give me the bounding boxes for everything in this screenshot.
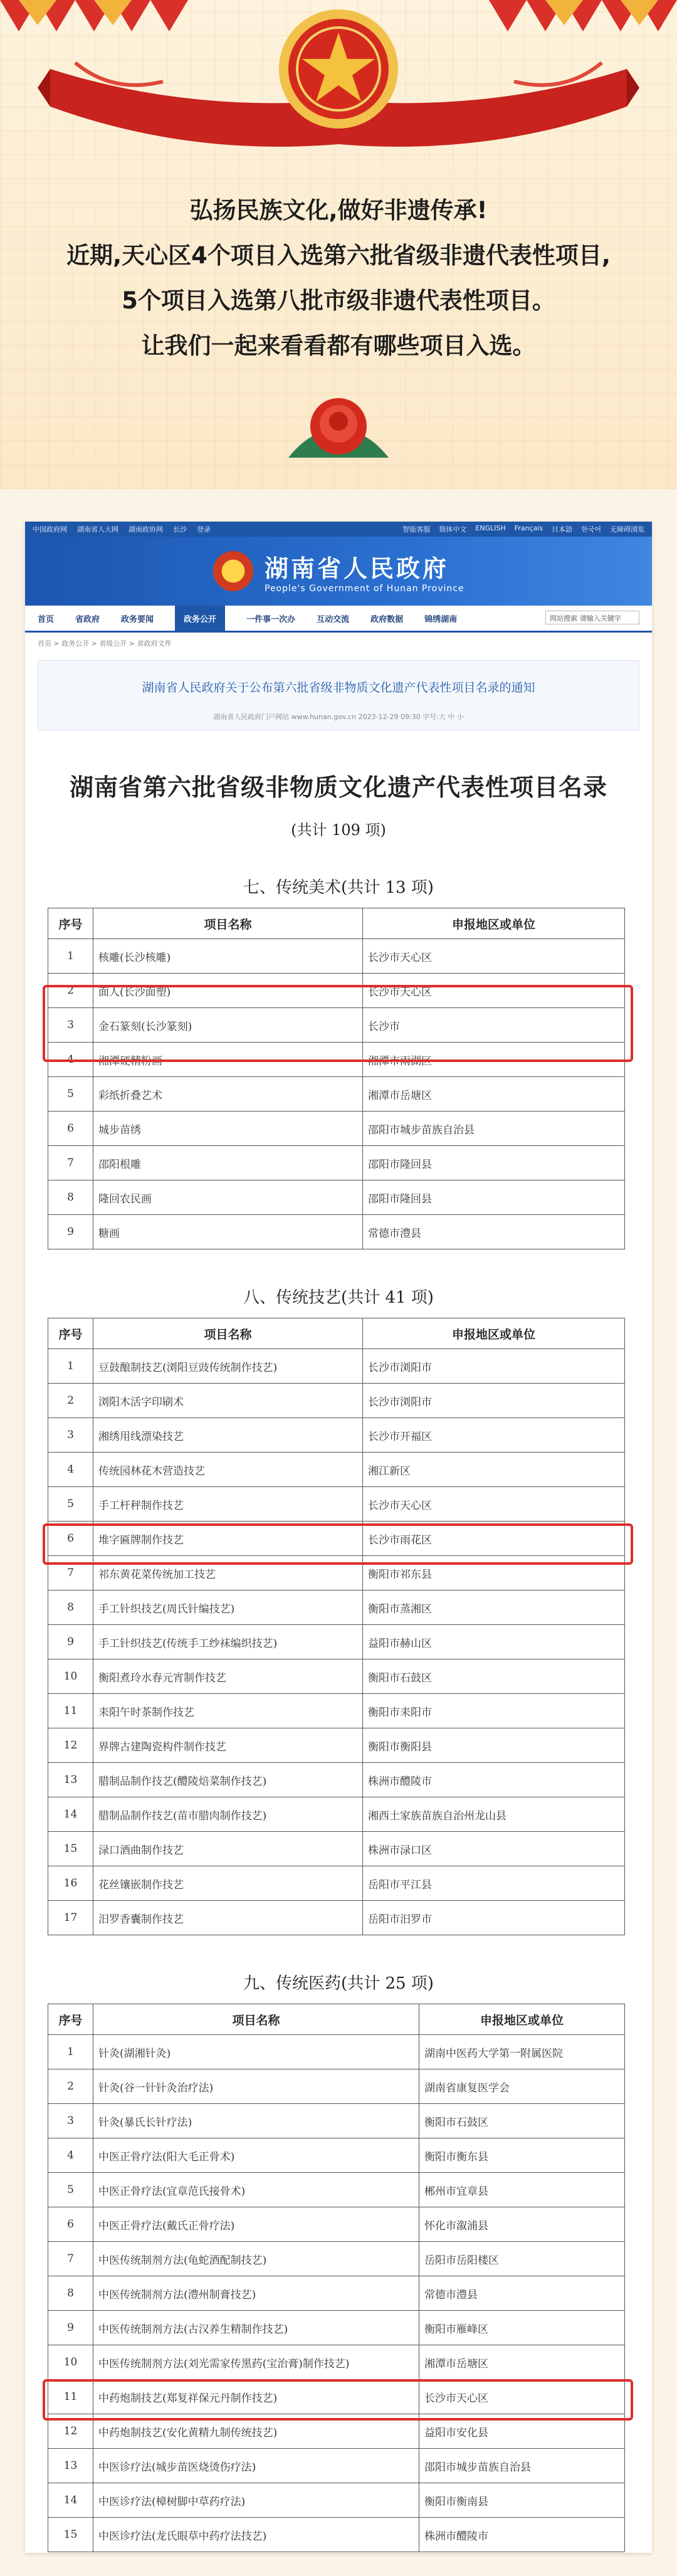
table-row: [48, 2276, 625, 2311]
project-region: 衡阳市雁峰区: [419, 2311, 625, 2345]
table-row: [48, 2104, 625, 2138]
project-name: 手工针织技艺(传统手工纱袜编织技艺): [93, 1625, 363, 1659]
section-title: 九、传统医药(共计 25 项): [243, 1974, 434, 1993]
document-title: 湖南省第六批省级非物质文化遗产代表性项目名录: [69, 773, 607, 801]
project-table: [48, 908, 625, 1249]
project-region: 岳阳市汨罗市: [363, 1901, 625, 1935]
top-link[interactable]: ENGLISH: [475, 524, 506, 532]
row-index: 14: [48, 2483, 93, 2518]
project-name: 渌口酒曲制作技艺: [93, 1832, 363, 1866]
table-row: [48, 2414, 625, 2449]
nav-one-stop[interactable]: 一件事一次办: [246, 614, 296, 624]
row-index: 15: [48, 2518, 93, 2552]
project-name: 界牌古建陶瓷构件制作技艺: [93, 1728, 363, 1763]
project-region: 长沙市天心区: [363, 974, 625, 1008]
table-row: [48, 2069, 625, 2104]
national-emblem-icon: [213, 551, 253, 591]
row-index: 5: [48, 1077, 93, 1112]
project-region: 长沙市: [363, 1008, 625, 1043]
table-row: [48, 1349, 625, 1384]
table-row: [48, 2242, 625, 2276]
project-region: 邵阳市隆回县: [363, 1180, 625, 1215]
top-link[interactable]: 日本語: [552, 525, 573, 534]
project-region: 邵阳市隆回县: [363, 1146, 625, 1180]
project-name: 彩纸折叠艺术: [93, 1077, 363, 1112]
row-index: 9: [48, 1625, 93, 1659]
table-row: [48, 2207, 625, 2242]
column-header: 序号: [48, 2004, 93, 2035]
gov-top-bar: [25, 522, 652, 537]
project-region: 湖南省康复医学会: [419, 2069, 625, 2104]
project-name: 针灸(谷一针针灸治疗法): [93, 2069, 419, 2104]
table-row: [48, 1008, 625, 1043]
project-name: 中医诊疗法(樟树脚中草药疗法): [93, 2483, 419, 2518]
project-table: [48, 1318, 625, 1935]
project-region: 益阳市赫山区: [363, 1625, 625, 1659]
row-index: 2: [48, 974, 93, 1008]
row-index: 4: [48, 2138, 93, 2173]
gov-header: [25, 537, 652, 606]
notice-meta: 湖南省人民政府门户网站 www.hunan.gov.cn 2023-12-29 09:30 字号:大 中 小: [213, 713, 464, 721]
project-region: 郴州市宜章县: [419, 2173, 625, 2207]
table-row: [48, 1832, 625, 1866]
row-index: 3: [48, 1008, 93, 1043]
project-name: 堆字匾牌制作技艺: [93, 1522, 363, 1556]
flower-icon: [276, 389, 401, 470]
table-row: [48, 1418, 625, 1453]
column-header: 申报地区或单位: [419, 2004, 625, 2035]
project-name: 浏阳木活字印刷术: [93, 1384, 363, 1418]
top-link[interactable]: 中国政府网: [33, 525, 67, 534]
column-header: 项目名称: [93, 2004, 419, 2035]
row-index: 16: [48, 1866, 93, 1901]
project-name: 中医传统制剂方法(龟蛇酒配制技艺): [93, 2242, 419, 2276]
table-header-row: [48, 2004, 625, 2035]
row-index: 2: [48, 2069, 93, 2104]
table-row: [48, 1180, 625, 1215]
row-index: 10: [48, 1659, 93, 1694]
project-region: 衡阳市衡东县: [419, 2138, 625, 2173]
project-name: 豆鼓酿制技艺(浏阳豆豉传统制作技艺): [93, 1349, 363, 1384]
project-region: 湖南中医药大学第一附属医院: [419, 2035, 625, 2069]
project-name: 中药炮制技艺(安化黄精九制传统技艺): [93, 2414, 419, 2449]
project-region: 长沙市天心区: [363, 939, 625, 974]
nav-home[interactable]: 首页: [38, 614, 55, 624]
project-name: 中医正骨疗法(宜章范氏接骨术): [93, 2173, 419, 2207]
project-name: 金石篆刻(长沙篆刻): [93, 1008, 363, 1043]
table-row: [48, 2173, 625, 2207]
row-index: 6: [48, 1522, 93, 1556]
project-region: 邵阳市城步苗族自治县: [419, 2449, 625, 2483]
project-region: 衡阳市衡阳县: [363, 1728, 625, 1763]
project-name: 祁东黄花菜传统加工技艺: [93, 1556, 363, 1590]
project-region: 衡阳市衡南县: [419, 2483, 625, 2518]
table-row: [48, 1659, 625, 1694]
table-row: [48, 2483, 625, 2518]
project-region: 湘江新区: [363, 1453, 625, 1487]
project-name: 耒阳午时茶制作技艺: [93, 1694, 363, 1728]
intro-line: 近期,天心区4个项目入选第六批省级非遗代表性项目,: [66, 242, 611, 269]
top-link[interactable]: 登录: [197, 525, 211, 534]
project-name: 面人(长沙面塑): [93, 974, 363, 1008]
table-row: [48, 1866, 625, 1901]
table-row: [48, 1215, 625, 1249]
project-region: 长沙市浏阳市: [363, 1349, 625, 1384]
notice-title: 湖南省人民政府关于公布第六批省级非物质文化遗产代表性项目名录的通知: [142, 681, 535, 695]
project-name: 湘潭硬精粉画: [93, 1043, 363, 1077]
project-name: 中医传统制剂方法(古汉养生精制作技艺): [93, 2311, 419, 2345]
notice-header: [38, 660, 639, 730]
row-index: 13: [48, 2449, 93, 2483]
table-row: [48, 1694, 625, 1728]
project-name: 核雕(长沙核雕): [93, 939, 363, 974]
project-region: 长沙市开福区: [363, 1418, 625, 1453]
section-title: 七、传统美术(共计 13 项): [243, 878, 434, 897]
row-index: 11: [48, 1694, 93, 1728]
project-region: 湘潭市岳塘区: [363, 1077, 625, 1112]
main-nav: [25, 606, 652, 633]
project-name: 中药炮制技艺(郑复祥保元丹制作技艺): [93, 2380, 419, 2414]
project-region: 衡阳市蒸湘区: [363, 1590, 625, 1625]
top-link[interactable]: 简体中文: [439, 525, 467, 534]
project-name: 手工针织技艺(周氏针编技艺): [93, 1590, 363, 1625]
project-name: 汨罗香囊制作技艺: [93, 1901, 363, 1935]
project-region: 湘西土家族苗族自治州龙山县: [363, 1797, 625, 1832]
project-name: 针灸(湖湘针灸): [93, 2035, 419, 2069]
row-index: 15: [48, 1832, 93, 1866]
table-row: [48, 1384, 625, 1418]
project-region: 长沙市浏阳市: [363, 1384, 625, 1418]
row-index: 10: [48, 2345, 93, 2380]
table-row: [48, 1556, 625, 1590]
row-index: 4: [48, 1453, 93, 1487]
project-region: 益阳市安化县: [419, 2414, 625, 2449]
table-row: [48, 2449, 625, 2483]
column-header: 申报地区或单位: [363, 908, 625, 939]
project-region: 株洲市醴陵市: [363, 1763, 625, 1797]
row-index: 4: [48, 1043, 93, 1077]
project-region: 岳阳市平江县: [363, 1866, 625, 1901]
row-index: 7: [48, 1556, 93, 1590]
table-row: [48, 939, 625, 974]
column-header: 序号: [48, 908, 93, 939]
project-name: 中医诊疗法(城步苗医烧烫伤疗法): [93, 2449, 419, 2483]
top-link[interactable]: 湖南省人大网: [77, 525, 118, 534]
project-name: 隆回农民画: [93, 1180, 363, 1215]
row-index: 5: [48, 1487, 93, 1522]
table-row: [48, 2345, 625, 2380]
project-region: 常德市澧县: [363, 1215, 625, 1249]
project-name: 中医正骨疗法(阳大毛正骨术): [93, 2138, 419, 2173]
table-row: [48, 1112, 625, 1146]
project-name: 中医传统制剂方法(刘光需家传黑药(宝治膏)制作技艺): [93, 2345, 419, 2380]
project-name: 衡阳煮玲水春元宵制作技艺: [93, 1659, 363, 1694]
row-index: 7: [48, 2242, 93, 2276]
table-row: [48, 2380, 625, 2414]
row-index: 6: [48, 1112, 93, 1146]
project-region: 衡阳市石鼓区: [419, 2104, 625, 2138]
row-index: 17: [48, 1901, 93, 1935]
project-region: 株洲市渌口区: [363, 1832, 625, 1866]
top-link[interactable]: 智能客服: [402, 525, 431, 534]
star-medal-icon: [276, 6, 401, 132]
top-link[interactable]: 长沙: [173, 525, 187, 534]
project-region: 长沙市天心区: [363, 1487, 625, 1522]
document-screenshot: [25, 522, 652, 2553]
table-row: [48, 1453, 625, 1487]
project-name: 腊制品制作技艺(醴陵焙菜制作技艺): [93, 1763, 363, 1797]
search-input[interactable]: 网站搜索 请输入关键字: [545, 611, 639, 624]
row-index: 2: [48, 1384, 93, 1418]
project-region: 株洲市醴陵市: [419, 2518, 625, 2552]
table-row: [48, 1043, 625, 1077]
column-header: 项目名称: [93, 1318, 363, 1349]
top-link[interactable]: Français: [514, 524, 543, 532]
table-header-row: [48, 908, 625, 939]
project-region: 长沙市雨花区: [363, 1522, 625, 1556]
project-region: 衡阳市耒阳市: [363, 1694, 625, 1728]
row-index: 3: [48, 1418, 93, 1453]
column-header: 申报地区或单位: [363, 1318, 625, 1349]
project-name: 腊制品制作技艺(苗市腊肉制作技艺): [93, 1797, 363, 1832]
project-name: 湘绣用线漂染技艺: [93, 1418, 363, 1453]
row-index: 8: [48, 1180, 93, 1215]
project-name: 中医传统制剂方法(澧州制膏技艺): [93, 2276, 419, 2311]
document-subtitle: (共计 109 项): [291, 821, 386, 839]
project-name: 传统园林花木营造技艺: [93, 1453, 363, 1487]
table-row: [48, 1901, 625, 1935]
table-row: [48, 2035, 625, 2069]
row-index: 1: [48, 1349, 93, 1384]
row-index: 8: [48, 1590, 93, 1625]
row-index: 6: [48, 2207, 93, 2242]
nav-news[interactable]: 政务要闻: [121, 614, 154, 624]
site-subtitle: People's Government of Hunan Province: [265, 583, 464, 594]
site-title: 湖南省人民政府: [265, 554, 449, 582]
breadcrumb[interactable]: 首页 > 政务公开 > 省级公开 > 省政府文件: [38, 639, 172, 648]
sections: [25, 875, 652, 2552]
table-row: [48, 1590, 625, 1625]
top-link[interactable]: 无障碍浏览: [610, 525, 644, 534]
intro-line: 弘扬民族文化,做好非遗传承!: [189, 197, 488, 224]
table-row: [48, 2138, 625, 2173]
nav-open-gov[interactable]: 政务公开: [175, 606, 225, 631]
top-link[interactable]: 한국어: [581, 525, 601, 534]
table-row: [48, 1763, 625, 1797]
project-region: 衡阳市石鼓区: [363, 1659, 625, 1694]
column-header: 序号: [48, 1318, 93, 1349]
row-index: 14: [48, 1797, 93, 1832]
column-header: 项目名称: [93, 908, 363, 939]
row-index: 1: [48, 2035, 93, 2069]
table-row: [48, 1487, 625, 1522]
project-region: 湘潭市雨湖区: [363, 1043, 625, 1077]
project-region: 长沙市天心区: [419, 2380, 625, 2414]
table-row: [48, 1077, 625, 1112]
section-title: 八、传统技艺(共计 41 项): [243, 1288, 434, 1307]
row-index: 12: [48, 2414, 93, 2449]
row-index: 13: [48, 1763, 93, 1797]
table-header-row: [48, 1318, 625, 1349]
row-index: 3: [48, 2104, 93, 2138]
project-name: 针灸(暴氏长针疗法): [93, 2104, 419, 2138]
table-row: [48, 1625, 625, 1659]
project-name: 邵阳根雕: [93, 1146, 363, 1180]
project-name: 中医诊疗法(龙氏眼草中药疗法技艺): [93, 2518, 419, 2552]
nav-data[interactable]: 政府数据: [370, 614, 404, 624]
intro-line: 让我们一起来看看都有哪些项目入选。: [141, 332, 536, 359]
table-row: [48, 1522, 625, 1556]
project-name: 手工杆秤制作技艺: [93, 1487, 363, 1522]
poster-banner: [0, 0, 677, 489]
project-region: 怀化市溆浦县: [419, 2207, 625, 2242]
project-region: 邵阳市城步苗族自治县: [363, 1112, 625, 1146]
nav-interaction[interactable]: 互动交流: [317, 614, 350, 624]
table-row: [48, 974, 625, 1008]
row-index: 11: [48, 2380, 93, 2414]
project-name: 城步苗绣: [93, 1112, 363, 1146]
project-name: 糖画: [93, 1215, 363, 1249]
project-region: 湘潭市岳塘区: [419, 2345, 625, 2380]
row-index: 9: [48, 2311, 93, 2345]
project-region: 衡阳市祁东县: [363, 1556, 625, 1590]
row-index: 12: [48, 1728, 93, 1763]
project-region: 常德市澧县: [419, 2276, 625, 2311]
table-row: [48, 1728, 625, 1763]
nav-hunan[interactable]: 锦绣湖南: [424, 614, 458, 624]
project-region: 岳阳市岳阳楼区: [419, 2242, 625, 2276]
project-table: [48, 2004, 625, 2552]
row-index: 9: [48, 1215, 93, 1249]
table-row: [48, 1797, 625, 1832]
intro-text: [0, 188, 677, 369]
table-row: [48, 2518, 625, 2552]
project-name: 花丝镶嵌制作技艺: [93, 1866, 363, 1901]
row-index: 7: [48, 1146, 93, 1180]
project-name: 中医正骨疗法(戴氏正骨疗法): [93, 2207, 419, 2242]
row-index: 8: [48, 2276, 93, 2311]
intro-line: 5个项目入选第八批市级非遗代表性项目。: [122, 287, 555, 314]
table-row: [48, 1146, 625, 1180]
top-link[interactable]: 湖南政协网: [129, 525, 163, 534]
nav-gov[interactable]: 省政府: [75, 614, 100, 624]
row-index: 5: [48, 2173, 93, 2207]
row-index: 1: [48, 939, 93, 974]
table-row: [48, 2311, 625, 2345]
